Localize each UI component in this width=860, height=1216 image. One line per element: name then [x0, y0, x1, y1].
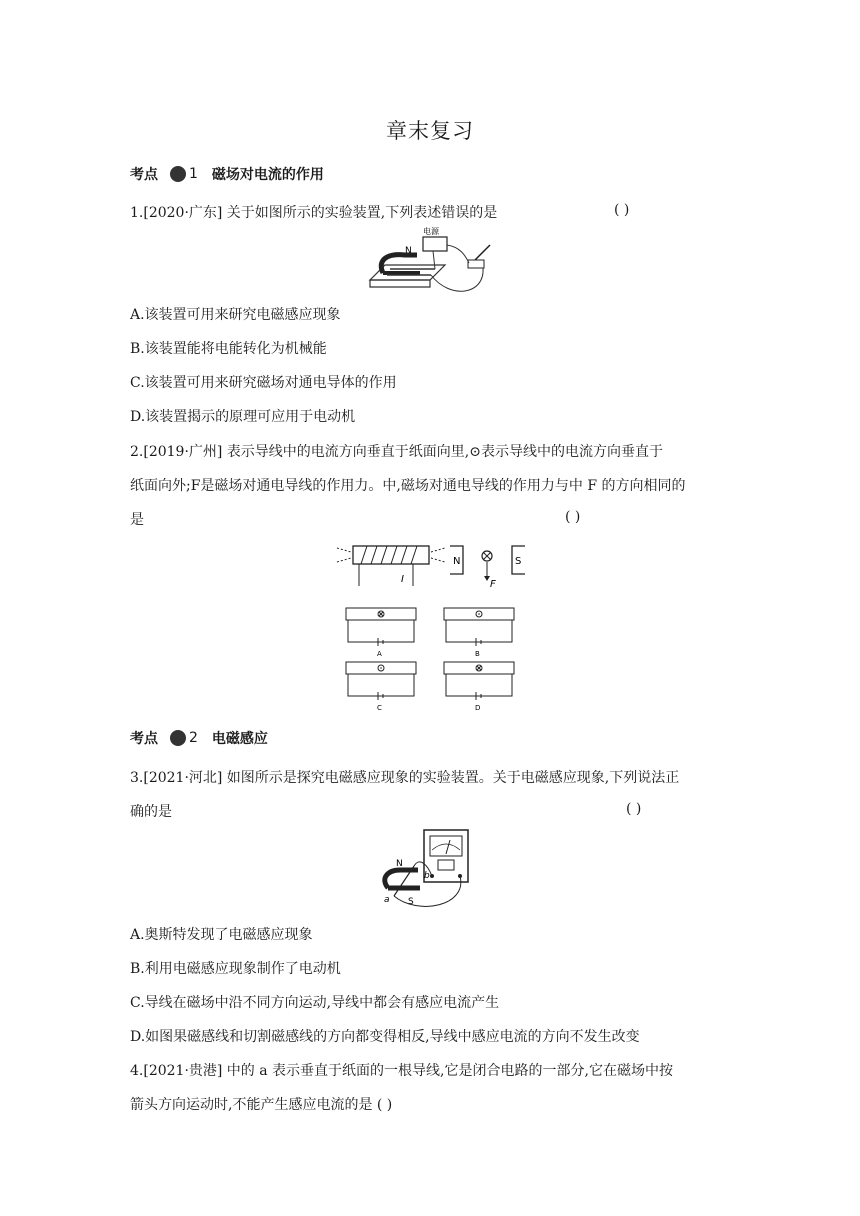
- q3-option-d: D.如图果磁感线和切割磁感线的方向都变得相反,导线中感应电流的方向不发生改变: [130, 1029, 640, 1045]
- section-number: 2: [189, 730, 198, 746]
- q1-power-label: 电源: [423, 227, 439, 236]
- q2-s-label: S: [515, 556, 522, 567]
- q1-option-a: A.该装置可用来研究电磁感应现象: [130, 307, 341, 323]
- q2-force-label: F: [490, 579, 496, 590]
- q2-n-label: N: [453, 556, 461, 567]
- section-prefix: 考点: [130, 167, 158, 183]
- q3-option-a: A.奥斯特发现了电磁感应现象: [130, 927, 313, 943]
- q2-stem-line3: 是: [130, 512, 144, 528]
- q3-s-label: S: [408, 897, 414, 907]
- section-label: 电磁感应: [211, 731, 268, 747]
- q3-answer-paren: ( ): [626, 801, 642, 817]
- q3-b-label: b: [424, 871, 430, 881]
- section-number: 1: [189, 166, 198, 182]
- q3-induction-apparatus-figure: [378, 826, 486, 912]
- q2-current-label: I: [401, 574, 404, 585]
- section-heading-2: [130, 728, 268, 748]
- q2-option-figures: [340, 604, 520, 712]
- q2-option-c-figure: [346, 662, 416, 712]
- q2-reference-figure: [335, 540, 535, 590]
- q1-stem: 1.[2020·广东] 关于如图所示的实验装置,下列表述错误的是: [130, 205, 498, 221]
- section-heading-1: [130, 164, 324, 184]
- q3-a-label: a: [384, 895, 390, 905]
- q3-n-label: N: [396, 859, 403, 869]
- q3-option-b: B.利用电磁感应现象制作了电动机: [130, 961, 341, 977]
- q2-option-b-figure: [444, 608, 514, 658]
- q1-option-c: C.该装置可用来研究磁场对通电导体的作用: [130, 375, 397, 391]
- q4-stem-line1: 4.[2021·贵港] 中的 a 表示垂直于纸面的一根导线,它是闭合电路的一部分,它在磁场中按: [130, 1063, 673, 1079]
- page-title: 章末复习: [386, 119, 474, 143]
- q2-option-d-figure: [444, 662, 514, 712]
- q1-option-d: D.该装置揭示的原理可应用于电动机: [130, 409, 356, 425]
- q1-answer-paren: ( ): [614, 202, 630, 218]
- q2-option-a-figure: [346, 608, 416, 658]
- bullet-dot-icon: [170, 730, 186, 746]
- q1-motor-apparatus-figure: [365, 225, 500, 295]
- q4-stem-line2: 箭头方向运动时,不能产生感应电流的是 ( ): [130, 1097, 393, 1113]
- q3-stem-line1: 3.[2021·河北] 如图所示是探究电磁感应现象的实验装置。关于电磁感应现象,下列说法正: [130, 770, 680, 786]
- q2-stem-line1: 2.[2019·广州] 表示导线中的电流方向垂直于纸面向里,⊙表示导线中的电流方向垂直于: [130, 444, 663, 460]
- q1-option-b: B.该装置能将电能转化为机械能: [130, 341, 327, 357]
- section-prefix: 考点: [130, 731, 158, 747]
- q3-stem-line2: 确的是: [130, 804, 172, 820]
- section-label: 磁场对电流的作用: [211, 167, 324, 183]
- q2-answer-paren: ( ): [565, 509, 581, 525]
- q2-label-b: B: [475, 650, 480, 658]
- q1-n-label: N: [405, 246, 412, 256]
- q2-stem-line2: 纸面向外;F是磁场对通电导线的作用力。中,磁场对通电导线的作用力与中 F 的方向相同的: [130, 478, 686, 494]
- q2-label-d: D: [475, 704, 481, 712]
- bullet-dot-icon: [170, 166, 186, 182]
- q2-label-a: A: [377, 650, 382, 658]
- q2-label-c: C: [377, 704, 382, 712]
- q3-option-c: C.导线在磁场中沿不同方向运动,导线中都会有感应电流产生: [130, 995, 500, 1011]
